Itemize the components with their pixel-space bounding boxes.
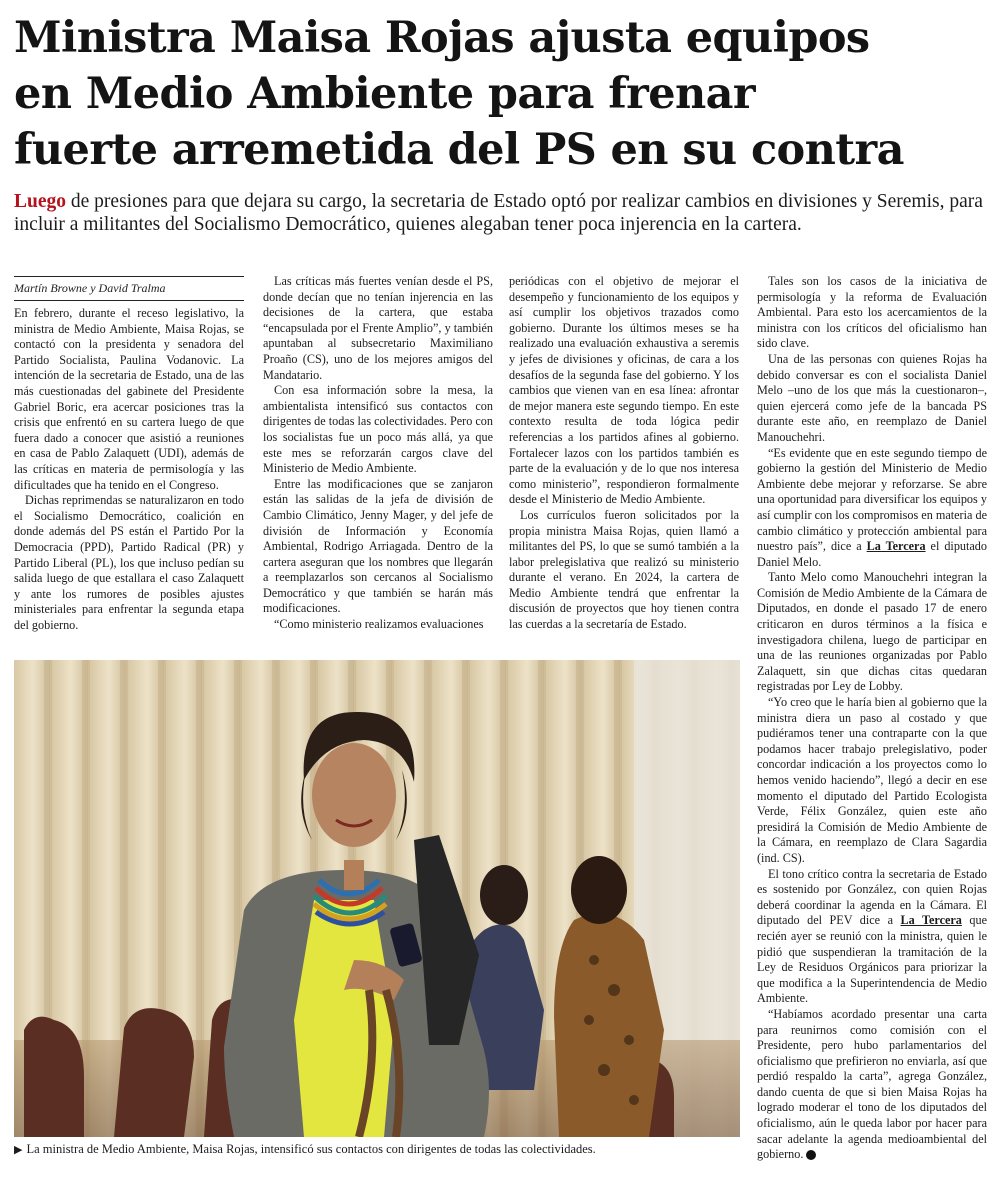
paragraph-text: “Habíamos acordado presentar una carta para reunirnos como comisión con el Presidente, pero hubo parlamentarios del oficialismo que prefirieron no enviarla, así que perdió respaldo la carta”, agrega González, dando cuenta de que si bien Maisa Rojas ha logrado moderar el tono de los diputados del oficialismo, aún le queda labor por hacer para sacar adelante la agenda medioambiental del gobierno. xyxy=(757,1006,987,1162)
caption-arrow-icon: ▶ xyxy=(14,1144,23,1156)
headline-line: fuerte arremetida del PS en su contra xyxy=(14,125,904,175)
article-paragraph: Tanto Melo como Manouchehri integran la Comisión de Medio Ambiente de la Cámara de Diputados, en donde el pasado 17 de enero criticaron en duros términos a la física e investigadora chilena, luego de participar en una de las reuniones organizadas por Pablo Zalaquett, sin que dichas citas quedaran registradas por Ley de Lobby. xyxy=(757,570,987,694)
caption-text: La ministra de Medio Ambiente, Maisa Rojas, intensificó sus contactos con dirigentes de todas las colectividades. xyxy=(26,1142,596,1156)
article-paragraph: Los currículos fueron solicitados por la propia ministra Maisa Rojas, quien llamó a militantes del PS, lo que se sumó también a la labor prelegislativa que realizó su ministerio durante el verano. En 2024, la cartera de Medio Ambiente tendrá que enfrentar la discusión de proyectos que hoy tienen contra las cuerdas a la secretaría de Estado. xyxy=(509,507,739,632)
lead-kicker: Luego xyxy=(14,191,67,212)
lead-text: de presiones para que dejara su cargo, la secretaria de Estado optó por realizar cambios en divisiones y Seremis, para incluir a militantes del Socialismo Democrático, quienes alegaban tener poca injerencia en la cartera. xyxy=(14,191,983,235)
article-paragraph: “Yo creo que le haría bien al gobierno que la ministra diera un paso al costado y que pudiéramos tener una contraparte con la que podamos hacer trabajo prelegislativo, poder concordar indicación a los proyectos como lo hemos venido haciendo”, llegó a decir en ese momento el diputado del Partido Ecologista Verde, Félix González, quien este año presidirá la Comisión de Medio Ambiente de la Cámara, en reemplazo de Clara Sagardia (ind. CS). xyxy=(757,695,987,865)
article-paragraph: periódicas con el objetivo de mejorar el desempeño y funcionamiento de los equipos y así cumplir los objetivos trazados como gobierno. Durante los últimos meses se ha realizado una evaluación exhaustiva a seremis y jefes de divisiones y oficinas, de cara a los desafíos de la segunda fase del gobierno. Y los cambios que vienen van en esa línea: afrontar de mejor manera este segundo tiempo. En este contexto resulta de toda lógica pedir referencias a los partidos afines al gobierno. Fortalecer lazos con los partidos también es parte de la evaluación y de lo que nos interesa como ministerio”, respondieron formalmente desde el Ministerio de Medio Ambiente. xyxy=(509,274,739,507)
article-paragraph: Con esa información sobre la mesa, la ambientalista intensificó sus contactos con dirigentes de todas las colectividades. Pero con los socialistas fue un poco más allá, ya que este mes se reforzarán cargos clave del Ministerio de Medio Ambiente. xyxy=(263,383,493,476)
quote-text: el diputado Daniel Melo. xyxy=(757,539,987,569)
article-column-1 xyxy=(14,306,244,646)
headline xyxy=(14,10,989,178)
article-column-4 xyxy=(757,274,987,1174)
lead-paragraph xyxy=(14,190,989,236)
end-of-article-icon xyxy=(806,1150,816,1160)
photo-illustration xyxy=(14,660,740,1137)
article-paragraph xyxy=(757,446,987,571)
article-column-3 xyxy=(509,274,739,646)
article-photo xyxy=(14,660,740,1137)
quote-text: “Es evidente que en este segundo tiempo de gobierno la gestión del Ministerio de Medio Ambiente debe mejorar y reforzarse. Se abre una oportunidad para diversificar los equipos y así cumplir con los compromisos en materia de cambio climático y protección ambiental para nuestro país”, dice a xyxy=(757,445,987,554)
byline: Martín Browne y David Tralma xyxy=(14,276,244,296)
article-paragraph: Dichas reprimendas se naturalizaron en todo el Socialismo Democrático, coalición en donde además del PS están el Partido Por la Democracia (PPD), Partido Radical (PR) y Partido Liberal (PL), los que incluso pedían su salida luego de que estallara el caso Zalaquett y ante los rumores de posibles ajustes ministeriales para enfrentar la segunda etapa del gobierno. xyxy=(14,493,244,632)
article-paragraph: “Como ministerio realizamos evaluaciones xyxy=(274,617,484,632)
photo-caption xyxy=(14,1142,740,1157)
article-paragraph: Tales son los casos de la iniciativa de permisología y la reforma de Evaluación Ambiental. Para esto los acercamientos de la ministra con los críticos del oficialismo han sido clave. xyxy=(757,274,987,351)
article-paragraph xyxy=(757,1007,987,1163)
paragraph-text: El tono crítico contra la secretaria de Estado es sostenido por González, con quien Rojas deberá coordinar la agenda en la Cámara. El diputado del PEV dice a xyxy=(757,866,987,928)
article-paragraph: En febrero, durante el receso legislativo, la ministra de Medio Ambiente, Maisa Rojas, se contactó con la presidenta y senadora del Partido Socialista, Paulina Vodanovic. La intención de la secretaria de Estado, una de las más cuestionadas del gabinete del Presidente Gabriel Boric, era acercar posiciones tras la crisis que enfrentó en su cartera luego de que fuera dado a conocer que asistió a reuniones en casa de Pablo Zalaquett (UDI), además de las críticas en materia de permisología y las dificultades que ha tenido en el Congreso. xyxy=(14,306,244,492)
publication-name: La Tercera xyxy=(866,539,926,554)
paragraph-text: que recién ayer se reunió con la ministra, quien le pidió que suspendieran la tramitación de la Ley de Residuos Orgánicos para priorizar la que modifica a la Superintendencia de Medio Ambiente. xyxy=(757,913,987,1006)
headline-line: en Medio Ambiente para frenar xyxy=(14,69,755,119)
article-paragraph: Una de las personas con quienes Rojas ha debido conversar es con el socialista Daniel Melo –uno de los que más la cuestionaron–, quien ejercerá como jefe de la bancada PS durante este año, en reemplazo de Daniel Manouchehri. xyxy=(757,351,987,444)
article-paragraph xyxy=(757,867,987,1007)
article-paragraph: Las críticas más fuertes venían desde el PS, donde decían que no tenían injerencia en las decisiones de la cartera, que estaba “encapsulada por el Frente Amplio”, y también apuntaban al subsecretario Maximiliano Proaño (CS), uno de los mejores amigos del Mandatario. xyxy=(263,274,493,382)
article-paragraph: Entre las modificaciones que se zanjaron están las salidas de la jefa de división de Cambio Climático, Jenny Mager, y del jefe de división de Información y Economía Ambiental, Rodrigo Arriagada. Dentro de la cartera aseguran que los nombres que llegarán a reemplazarlos son cercanos al Socialismo Democrático y que también se harán más modificaciones. xyxy=(263,476,493,616)
publication-name: La Tercera xyxy=(900,913,962,928)
byline-divider xyxy=(14,300,244,301)
headline-line: Ministra Maisa Rojas ajusta equipos xyxy=(14,13,870,63)
article-column-2 xyxy=(263,274,493,646)
